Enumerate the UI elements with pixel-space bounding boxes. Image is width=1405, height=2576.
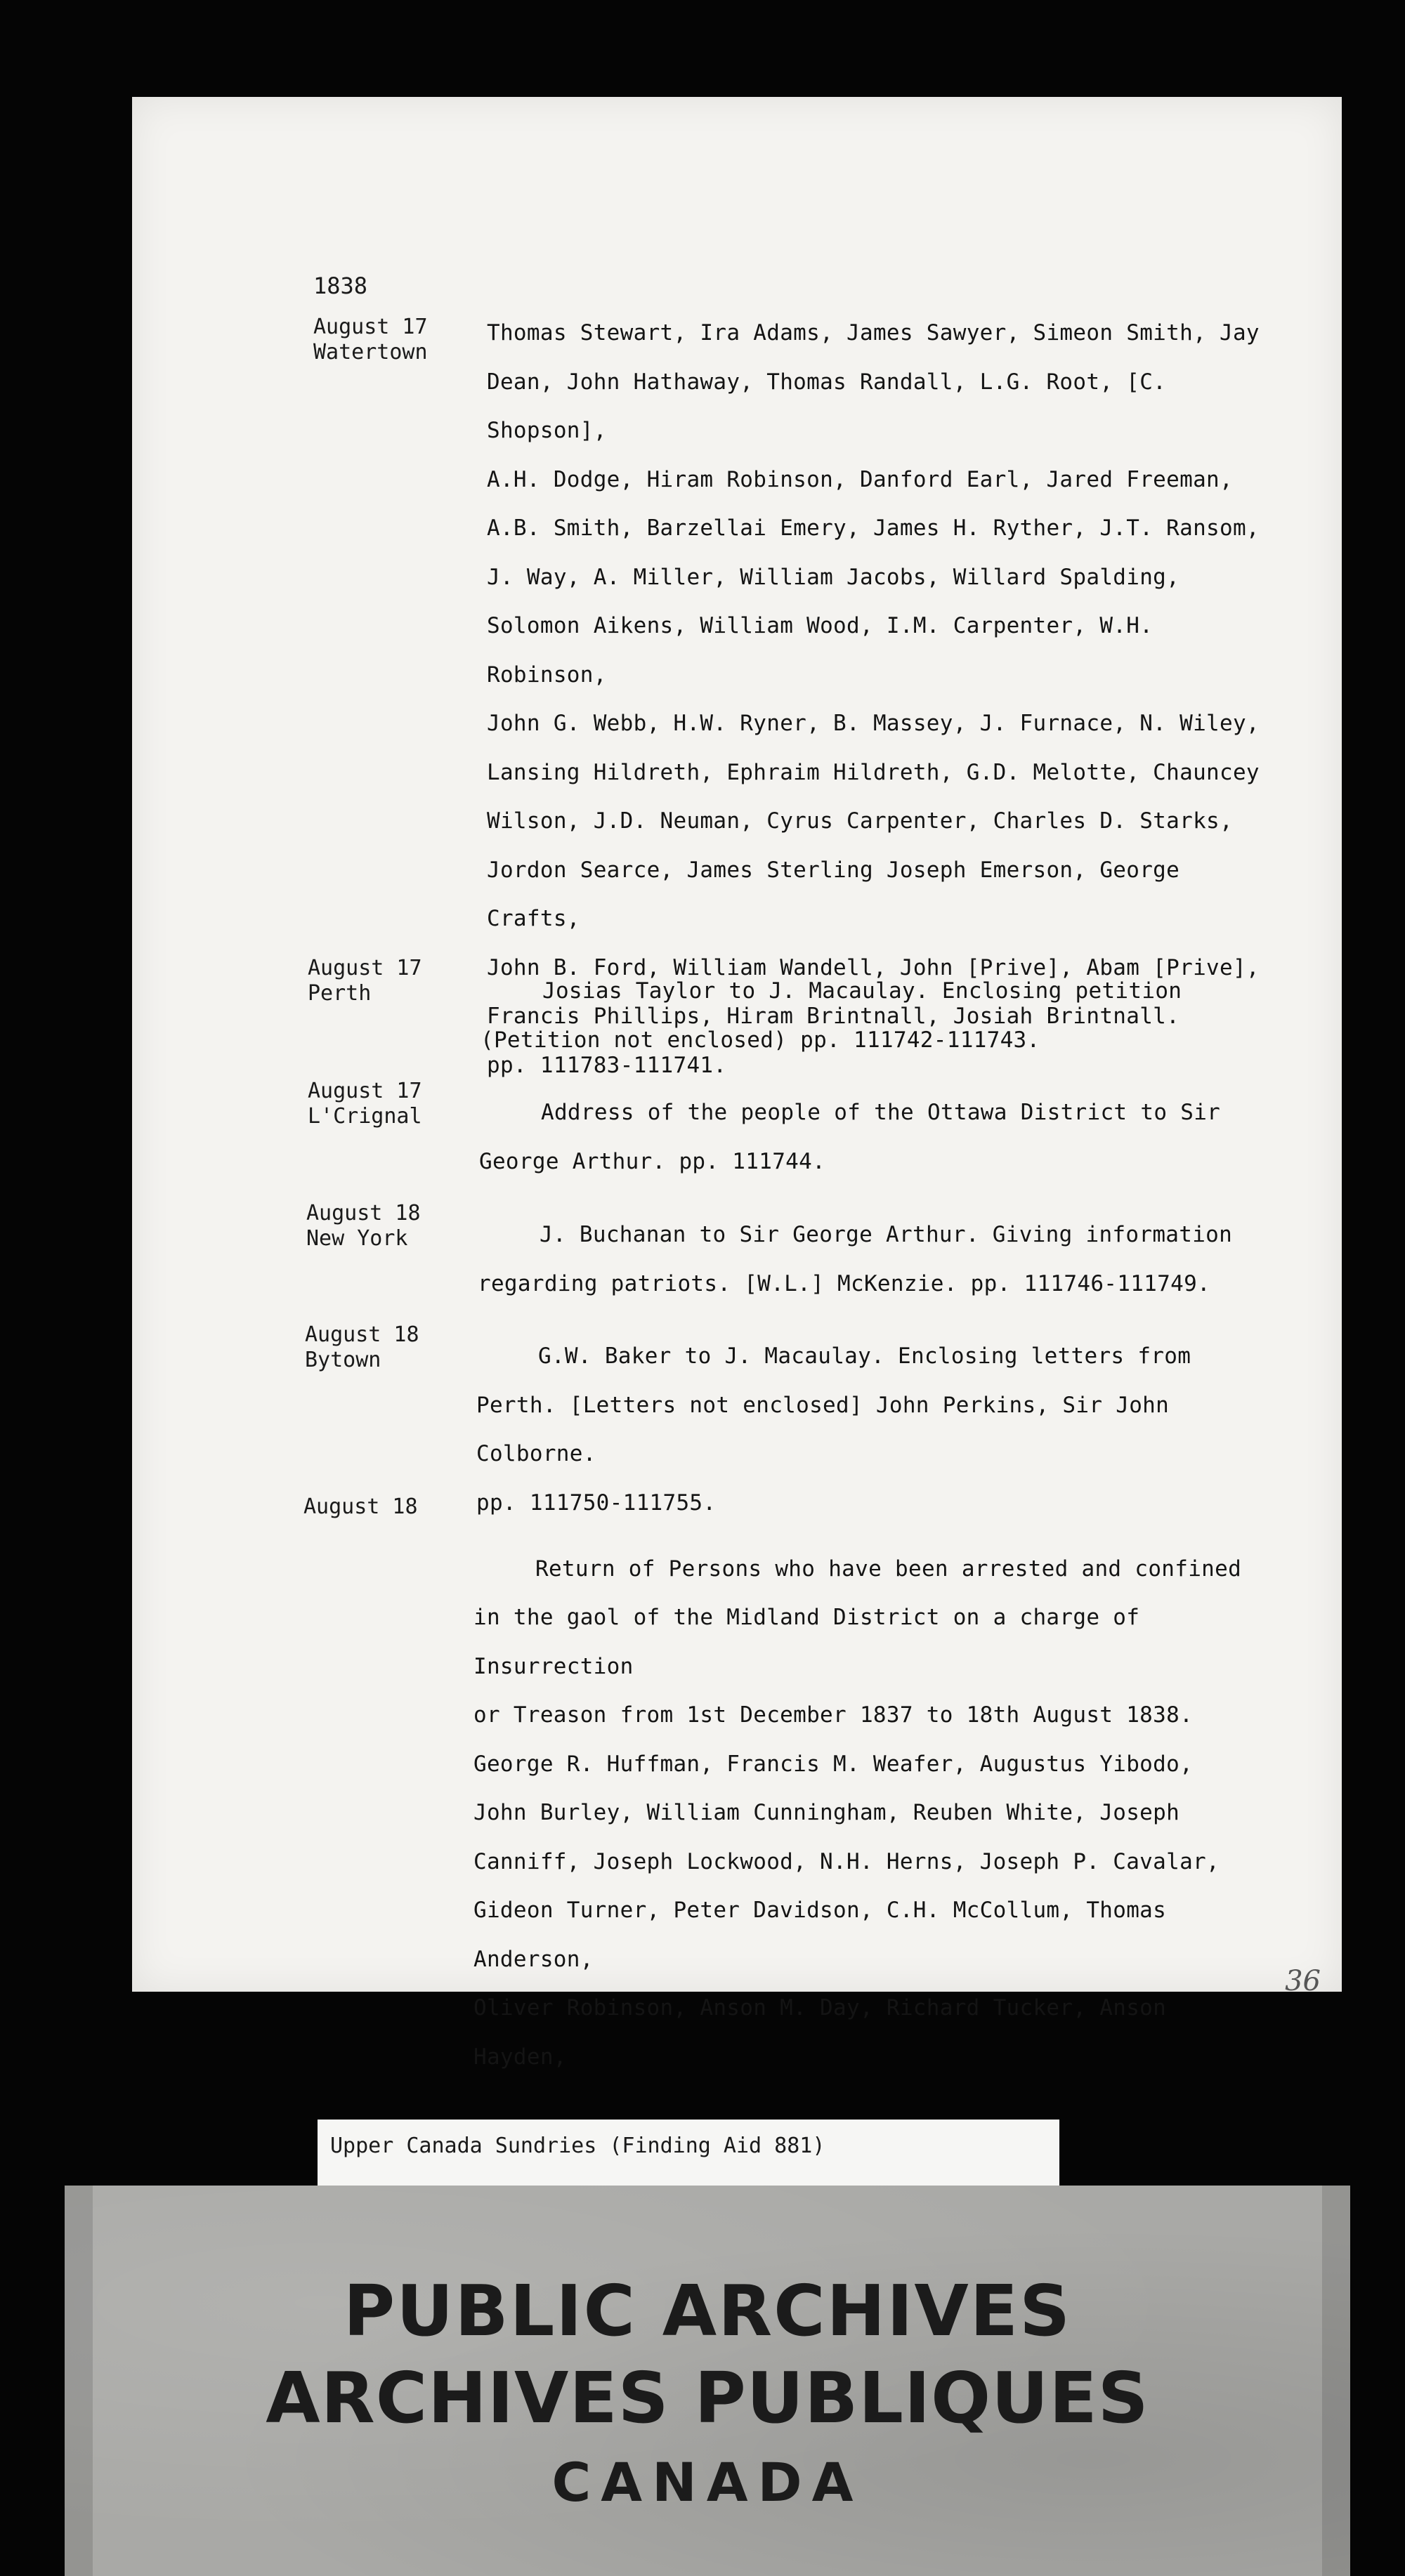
entry-line: Perth. [Letters not enclosed] John Perkins, Sir John Colborne. [476, 1392, 1170, 1466]
entry-line: Dean, John Hathaway, Thomas Randall, L.G. Root, [C. Shopson], [487, 369, 1167, 443]
document-year: 1838 [313, 272, 368, 299]
document-page [132, 97, 1342, 2070]
entry-line: Thomas Stewart, Ira Adams, James Sawyer, Simeon Smith, Jay [487, 320, 1260, 346]
entry-line: John G. Webb, H.W. Ryner, B. Massey, J. Furnace, N. Wiley, [487, 711, 1260, 736]
entry-line: Canniff, Joseph Lockwood, N.H. Herns, Joseph P. Cavalar, [473, 1848, 1220, 1874]
finding-aid-text: Upper Canada Sundries (Finding Aid 881) [330, 2134, 825, 2158]
entry-line: George R. Huffman, Francis M. Weafer, Augustus Yibodo, [473, 1751, 1194, 1777]
entry-date: August 18 Bytown [305, 1322, 419, 1372]
stamp-line-canada: CANADA [551, 2451, 863, 2513]
entry-body [479, 1089, 1273, 1186]
entry-line: Jordon Searce, James Sterling Joseph Emerson, George Crafts, [487, 857, 1180, 931]
entry-line: in the gaol of the Midland District on a charge of Insurrection [473, 1605, 1140, 1679]
entry-line: Solomon Aikens, William Wood, I.M. Carpenter, W.H. Robinson, [487, 613, 1154, 688]
entry-body [473, 1496, 1267, 2082]
stamp-line-archives-publiques: ARCHIVES PUBLIQUES [266, 2357, 1149, 2439]
entry-line [473, 1496, 1267, 1545]
entry-line: John B. Ford, William Wandell, John [Prive], Abam [Prive], [487, 954, 1260, 980]
entry-line: Oliver Robinson, Anson M. Day, Richard Tucker, Anson Hayden, [473, 1995, 1167, 2070]
entry-body [481, 967, 1274, 1065]
entry-line: Gideon Turner, Peter Davidson, C.H. McCollum, Thomas Anderson, [473, 1898, 1167, 1972]
entry-line: G.W. Baker to J. Macaulay. Enclosing letters from [538, 1343, 1191, 1369]
entry-line: J. Buchanan to Sir George Arthur. Giving information [540, 1222, 1233, 1247]
entry-line: (Petition not enclosed) pp. 111742-111743. [481, 1027, 1040, 1053]
archives-stamp [65, 2186, 1350, 2576]
entry-line: Return of Persons who have been arrested and confined [535, 1556, 1242, 1582]
entry-line: regarding patriots. [W.L.] McKenzie. pp. 111746-111749. [478, 1270, 1210, 1296]
entry-body [478, 1211, 1272, 1308]
entry-line: Lansing Hildreth, Ephraim Hildreth, G.D. Melotte, Chauncey [487, 759, 1260, 785]
entry-line: George Arthur. pp. 111744. [479, 1148, 826, 1174]
entry-date: August 17 Watertown [313, 315, 428, 364]
entry-line: Wilson, J.D. Neuman, Cyrus Carpenter, Charles D. Starks, [487, 808, 1233, 834]
entry-line: or Treason from 1st December 1837 to 18th August 1838. [473, 1702, 1194, 1728]
page-number: 36 [1285, 1965, 1321, 1997]
entry-line: Address of the people of the Ottawa District to Sir [541, 1100, 1221, 1125]
entry-date: August 18 [303, 1494, 418, 1519]
stamp-line-public-archives: PUBLIC ARCHIVES [343, 2270, 1072, 2352]
finding-aid-label [318, 2120, 1059, 2187]
entry-line: Francis Phillips, Hiram Brintnall, Josiah Brintnall. [487, 1004, 1180, 1029]
entry-line: A.H. Dodge, Hiram Robinson, Danford Earl, Jared Freeman, [487, 466, 1233, 492]
entry-date: August 17 Perth [308, 956, 422, 1006]
entry-line: pp. 111783-111741. [487, 1052, 727, 1078]
entry-line: A.B. Smith, Barzellai Emery, James H. Ryther, J.T. Ransom, [487, 515, 1260, 541]
entry-line: John Burley, William Cunningham, Reuben White, Joseph [473, 1800, 1180, 1825]
entry-date: August 17 L'Crignal [308, 1079, 422, 1129]
entry-date: August 18 New York [306, 1201, 421, 1251]
entry-line: J. Way, A. Miller, William Jacobs, Willard Spalding, [487, 564, 1180, 590]
entry-line: Josias Taylor to J. Macaulay. Enclosing petition [542, 978, 1182, 1004]
entry-line: pp. 111750-111755. [476, 1490, 717, 1516]
